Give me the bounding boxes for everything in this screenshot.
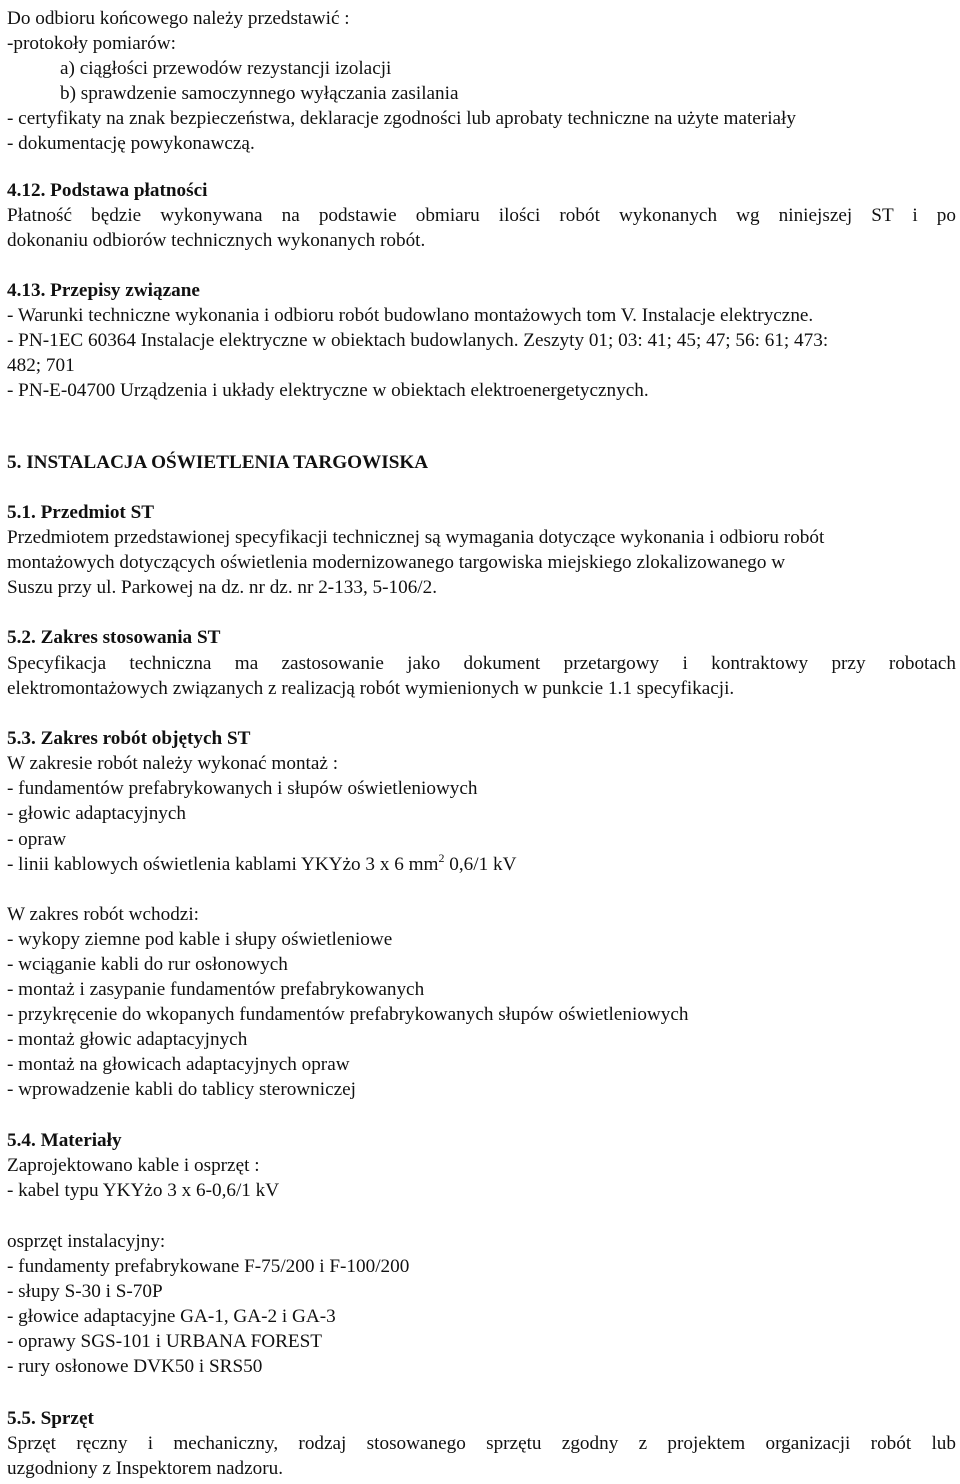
text-line: W zakresie robót należy wykonać montaż : [7,753,339,774]
paragraph-line: montażowych dotyczących oświetlenia modernizowanego targowiska miejskiego zlokalizowanego w [7,552,786,573]
paragraph-line: Specyfikacja techniczna ma zastosowanie jako dokument przetargowy i kontraktowy przy robotach [7,653,956,674]
list-item: - kabel typu YKYżo 3 x 6-0,6/1 kV [7,1180,280,1201]
text-line: Zaprojektowano kable i osprzęt : [7,1155,260,1176]
section-heading: 4.13. Przepisy związane [7,280,200,301]
list-item: - słupy S-30 i S-70P [7,1281,163,1302]
list-item: - wciąganie kabli do rur osłonowych [7,954,288,975]
list-item-text: 0,6/1 kV [444,854,517,875]
list-item: - oprawy SGS-101 i URBANA FOREST [7,1331,323,1352]
list-item [7,851,517,875]
paragraph-line: dokonaniu odbiorów technicznych wykonanych robót. [7,230,426,251]
text-line: - PN-1EC 60364 Instalacje elektryczne w obiektach budowlanych. Zeszyty 01; 03: 41; 45; 47; 56: 61; 473: [7,330,829,351]
text-line: - PN-E-04700 Urządzenia i układy elektryczne w obiektach elektroenergetycznych. [7,380,649,401]
list-item: - przykręcenie do wkopanych fundamentów prefabrykowanych słupów oświetleniowych [7,1004,689,1025]
paragraph-line: Suszu przy ul. Parkowej na dz. nr dz. nr 2-133, 5-106/2. [7,577,438,598]
section-heading: 5.1. Przedmiot ST [7,502,155,523]
paragraph-line: uzgodniony z Inspektorem nadzoru. [7,1458,284,1479]
section-heading: 5.5. Sprzęt [7,1408,94,1429]
list-item: - fundamentów prefabrykowanych i słupów oświetleniowych [7,778,478,799]
text-line: b) sprawdzenie samoczynnego wyłączania zasilania [60,83,459,104]
text-line: a) ciągłości przewodów rezystancji izolacji [60,58,392,79]
list-item: - rury osłonowe DVK50 i SRS50 [7,1356,263,1377]
list-item: - głowic adaptacyjnych [7,803,187,824]
list-item: - montaż i zasypanie fundamentów prefabrykowanych [7,979,425,1000]
section-heading: 4.12. Podstawa płatności [7,180,208,201]
section-heading: 5.3. Zakres robót objętych ST [7,728,251,749]
paragraph-line: Sprzęt ręczny i mechaniczny, rodzaj stosowanego sprzętu zgodny z projektem organizacji robót lub [7,1433,956,1454]
text-line: - Warunki techniczne wykonania i odbioru robót budowlano montażowych tom V. Instalacje elektryczne. [7,305,814,326]
list-item-text: - linii kablowych oświetlenia kablami YKYżo 3 x 6 mm [7,854,439,875]
text-line: 482; 701 [7,355,75,376]
paragraph-line: Płatność będzie wykonywana na podstawie obmiaru ilości robót wykonanych wg niniejszej ST i po [7,205,956,226]
section-heading: 5.4. Materiały [7,1130,122,1151]
list-item: - montaż na głowicach adaptacyjnych opraw [7,1054,350,1075]
superscript: 2 [438,851,445,865]
list-item: - opraw [7,829,67,850]
paragraph-line: Przedmiotem przedstawionej specyfikacji technicznej są wymagania dotyczące wykonania i odbioru robót [7,527,825,548]
text-line: - certyfikaty na znak bezpieczeństwa, deklaracje zgodności lub aprobaty techniczne na użyte materiały [7,108,796,129]
text-line: -protokoły pomiarów: [7,33,176,54]
list-item: - montaż głowic adaptacyjnych [7,1029,248,1050]
section-heading: 5. INSTALACJA OŚWIETLENIA TARGOWISKA [7,452,429,473]
text-line: Do odbioru końcowego należy przedstawić : [7,8,350,29]
text-line: W zakres robót wchodzi: [7,904,199,925]
text-line: osprzęt instalacyjny: [7,1231,166,1252]
text-line: - dokumentację powykonawczą. [7,133,255,154]
list-item: - głowice adaptacyjne GA-1, GA-2 i GA-3 [7,1306,336,1327]
section-heading: 5.2. Zakres stosowania ST [7,627,221,648]
paragraph-line: elektromontażowych związanych z realizacją robót wymienionych w punkcie 1.1 specyfikacji. [7,678,735,699]
list-item: - wprowadzenie kabli do tablicy sterowniczej [7,1079,356,1100]
list-item: - fundamenty prefabrykowane F-75/200 i F-100/200 [7,1256,410,1277]
list-item: - wykopy ziemne pod kable i słupy oświetleniowe [7,929,393,950]
